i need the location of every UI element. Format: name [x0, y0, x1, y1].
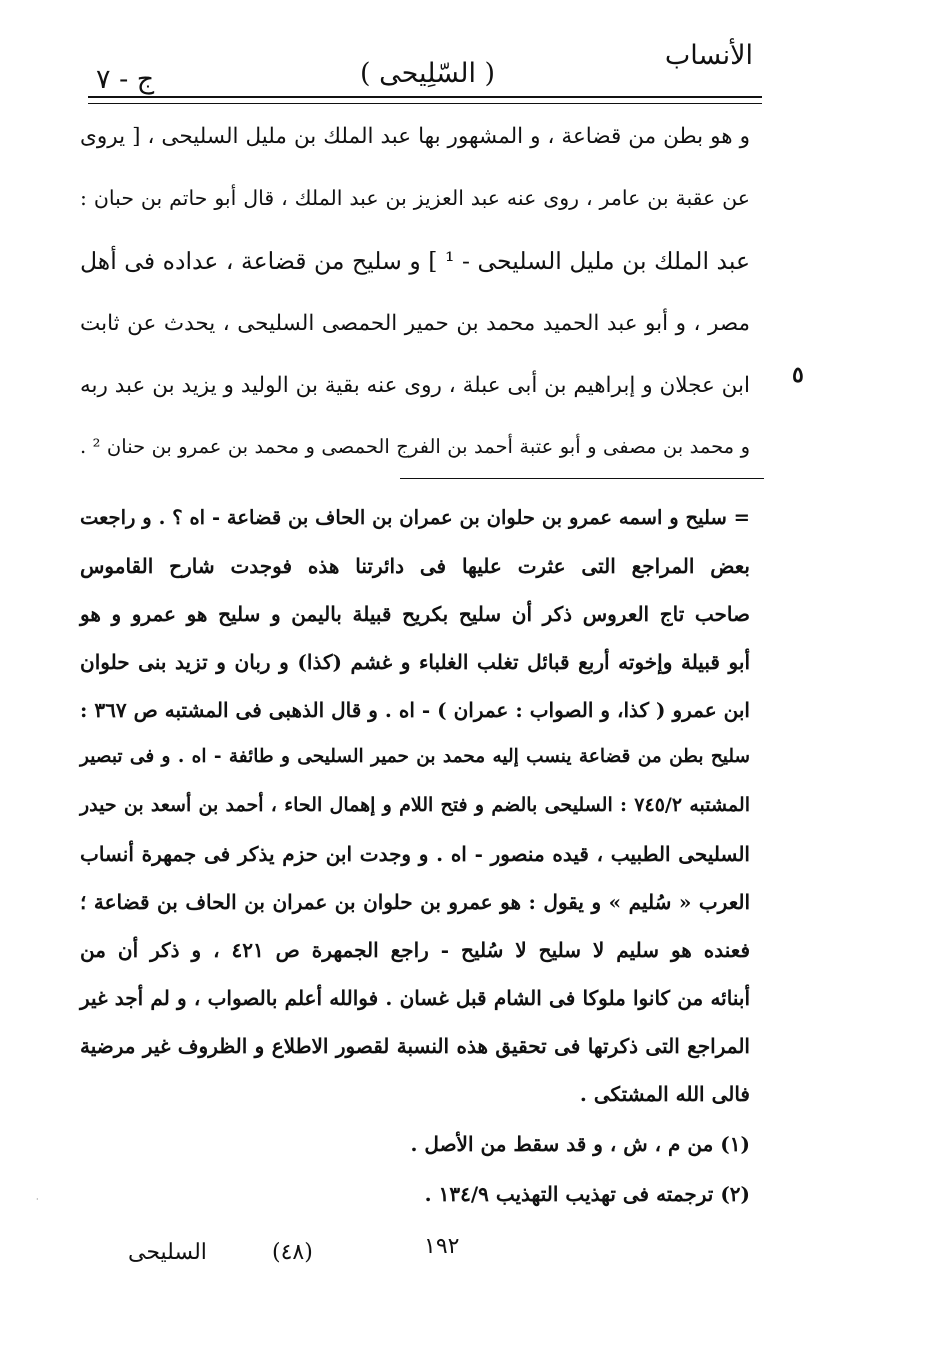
- footnote-1: (١) من م ، ش ، و قد سقط من الأصل .: [410, 1132, 750, 1156]
- footnote-separator: [400, 478, 764, 479]
- note-line: أبنائه من كانوا ملوكا فى الشام قبل غسان . فوالله أعلم بالصواب ، و لم أجد غير: [80, 986, 750, 1010]
- note-line: فعنده هو سليم لا سليح لا سُليح - راجع الجمهرة ص ٤٢١ ، و ذكر أن من: [80, 938, 750, 962]
- footer-entry-number: (٤٨): [272, 1240, 313, 1265]
- note-line: ابن عمرو ( كذا، و الصواب : عمران ) - اه . و قال الذهبى فى المشتبه ص ٣٦٧ :: [80, 698, 750, 722]
- main-line: و هو بطن من قضاعة ، و المشهور بها عبد الملك بن مليل السليحى ، [ يروى: [80, 124, 750, 149]
- note-line: المشتبه ٧٤٥/٢ : السليحى بالضم و فتح اللام و إهمال الحاء ، أحمد بن أسعد بن حيدر: [80, 794, 750, 816]
- main-line: و محمد بن مصفى و أبو عتبة أحمد بن الفرج الحمصى و محمد بن عمرو بن حنان ² .: [80, 435, 750, 458]
- main-line: ابن عجلان و إبراهيم بن أبى عبلة ، روى عنه بقية بن الوليد و يزيد بن عبد ربه: [80, 373, 750, 398]
- note-line: بعض المراجع التى عثرت عليها فى دائرتنا هذه فوجدت شارح القاموس: [80, 554, 750, 578]
- note-line: = سليح و اسمه عمرو بن حلوان بن عمران بن الحاف بن قضاعة - اه ؟ . و راجعت: [80, 506, 750, 529]
- main-line: مصر ، و أبو عبد الحميد محمد بن حمير الحمصى السليحى ، يحدث عن ثابت: [80, 311, 750, 336]
- header-rule-thin: [88, 103, 762, 104]
- note-line: سليح بطن من قضاعة ينسب إليه محمد بن حمير السليحى و طائفة - اه . و فى تبصير: [80, 746, 750, 767]
- header-entry-title: ( السّلِيحى ): [360, 58, 496, 89]
- line-number-marker: ٥: [792, 362, 804, 388]
- footnote-2: (٢) ترجمته فى تهذيب التهذيب ١٣٤/٩ .: [424, 1182, 750, 1206]
- header-rule-thick: [88, 96, 762, 98]
- note-line: صاحب تاج العروس ذكر أن سليح بكريح قبيلة باليمن و سليح هو عمرو و هو: [80, 602, 750, 626]
- note-line: أبو قبيلة وإخوته أربع قبائل تغلب الغلباء و غشم (كذا) و ربان و تزيد بنى حلوان: [80, 650, 750, 674]
- note-line-last: فالى الله المشتكى .: [579, 1082, 750, 1106]
- main-line: عن عقبة بن عامر ، روى عنه عبد العزيز بن عبد الملك ، قال أبو حاتم بن حبان :: [80, 186, 750, 210]
- header-volume: ج - ٧: [96, 64, 155, 95]
- note-line: المراجع التى ذكرتها فى تحقيق هذه النسبة لقصور الاطلاع و الظروف غير مرضية: [80, 1034, 750, 1058]
- note-line: السليحى الطبيب ، قيده منصور - اه . و وجدت ابن حزم يذكر فى جمهرة أنساب: [80, 842, 750, 866]
- note-line: العرب « سُليم » و يقول : هو عمرو بن حلوان بن عمران بن الحاف بن قضاعة ؛: [80, 890, 750, 914]
- scan-specks: ·: [36, 1195, 39, 1204]
- main-line: عبد الملك بن مليل السليحى - ¹ ] و سليح من قضاعة ، عداده فى أهل: [80, 247, 750, 275]
- footer-page-number: ١٩٢: [424, 1234, 460, 1259]
- footer-entry-name: السليحى: [128, 1240, 207, 1265]
- header-book-title: الأنساب: [664, 40, 753, 71]
